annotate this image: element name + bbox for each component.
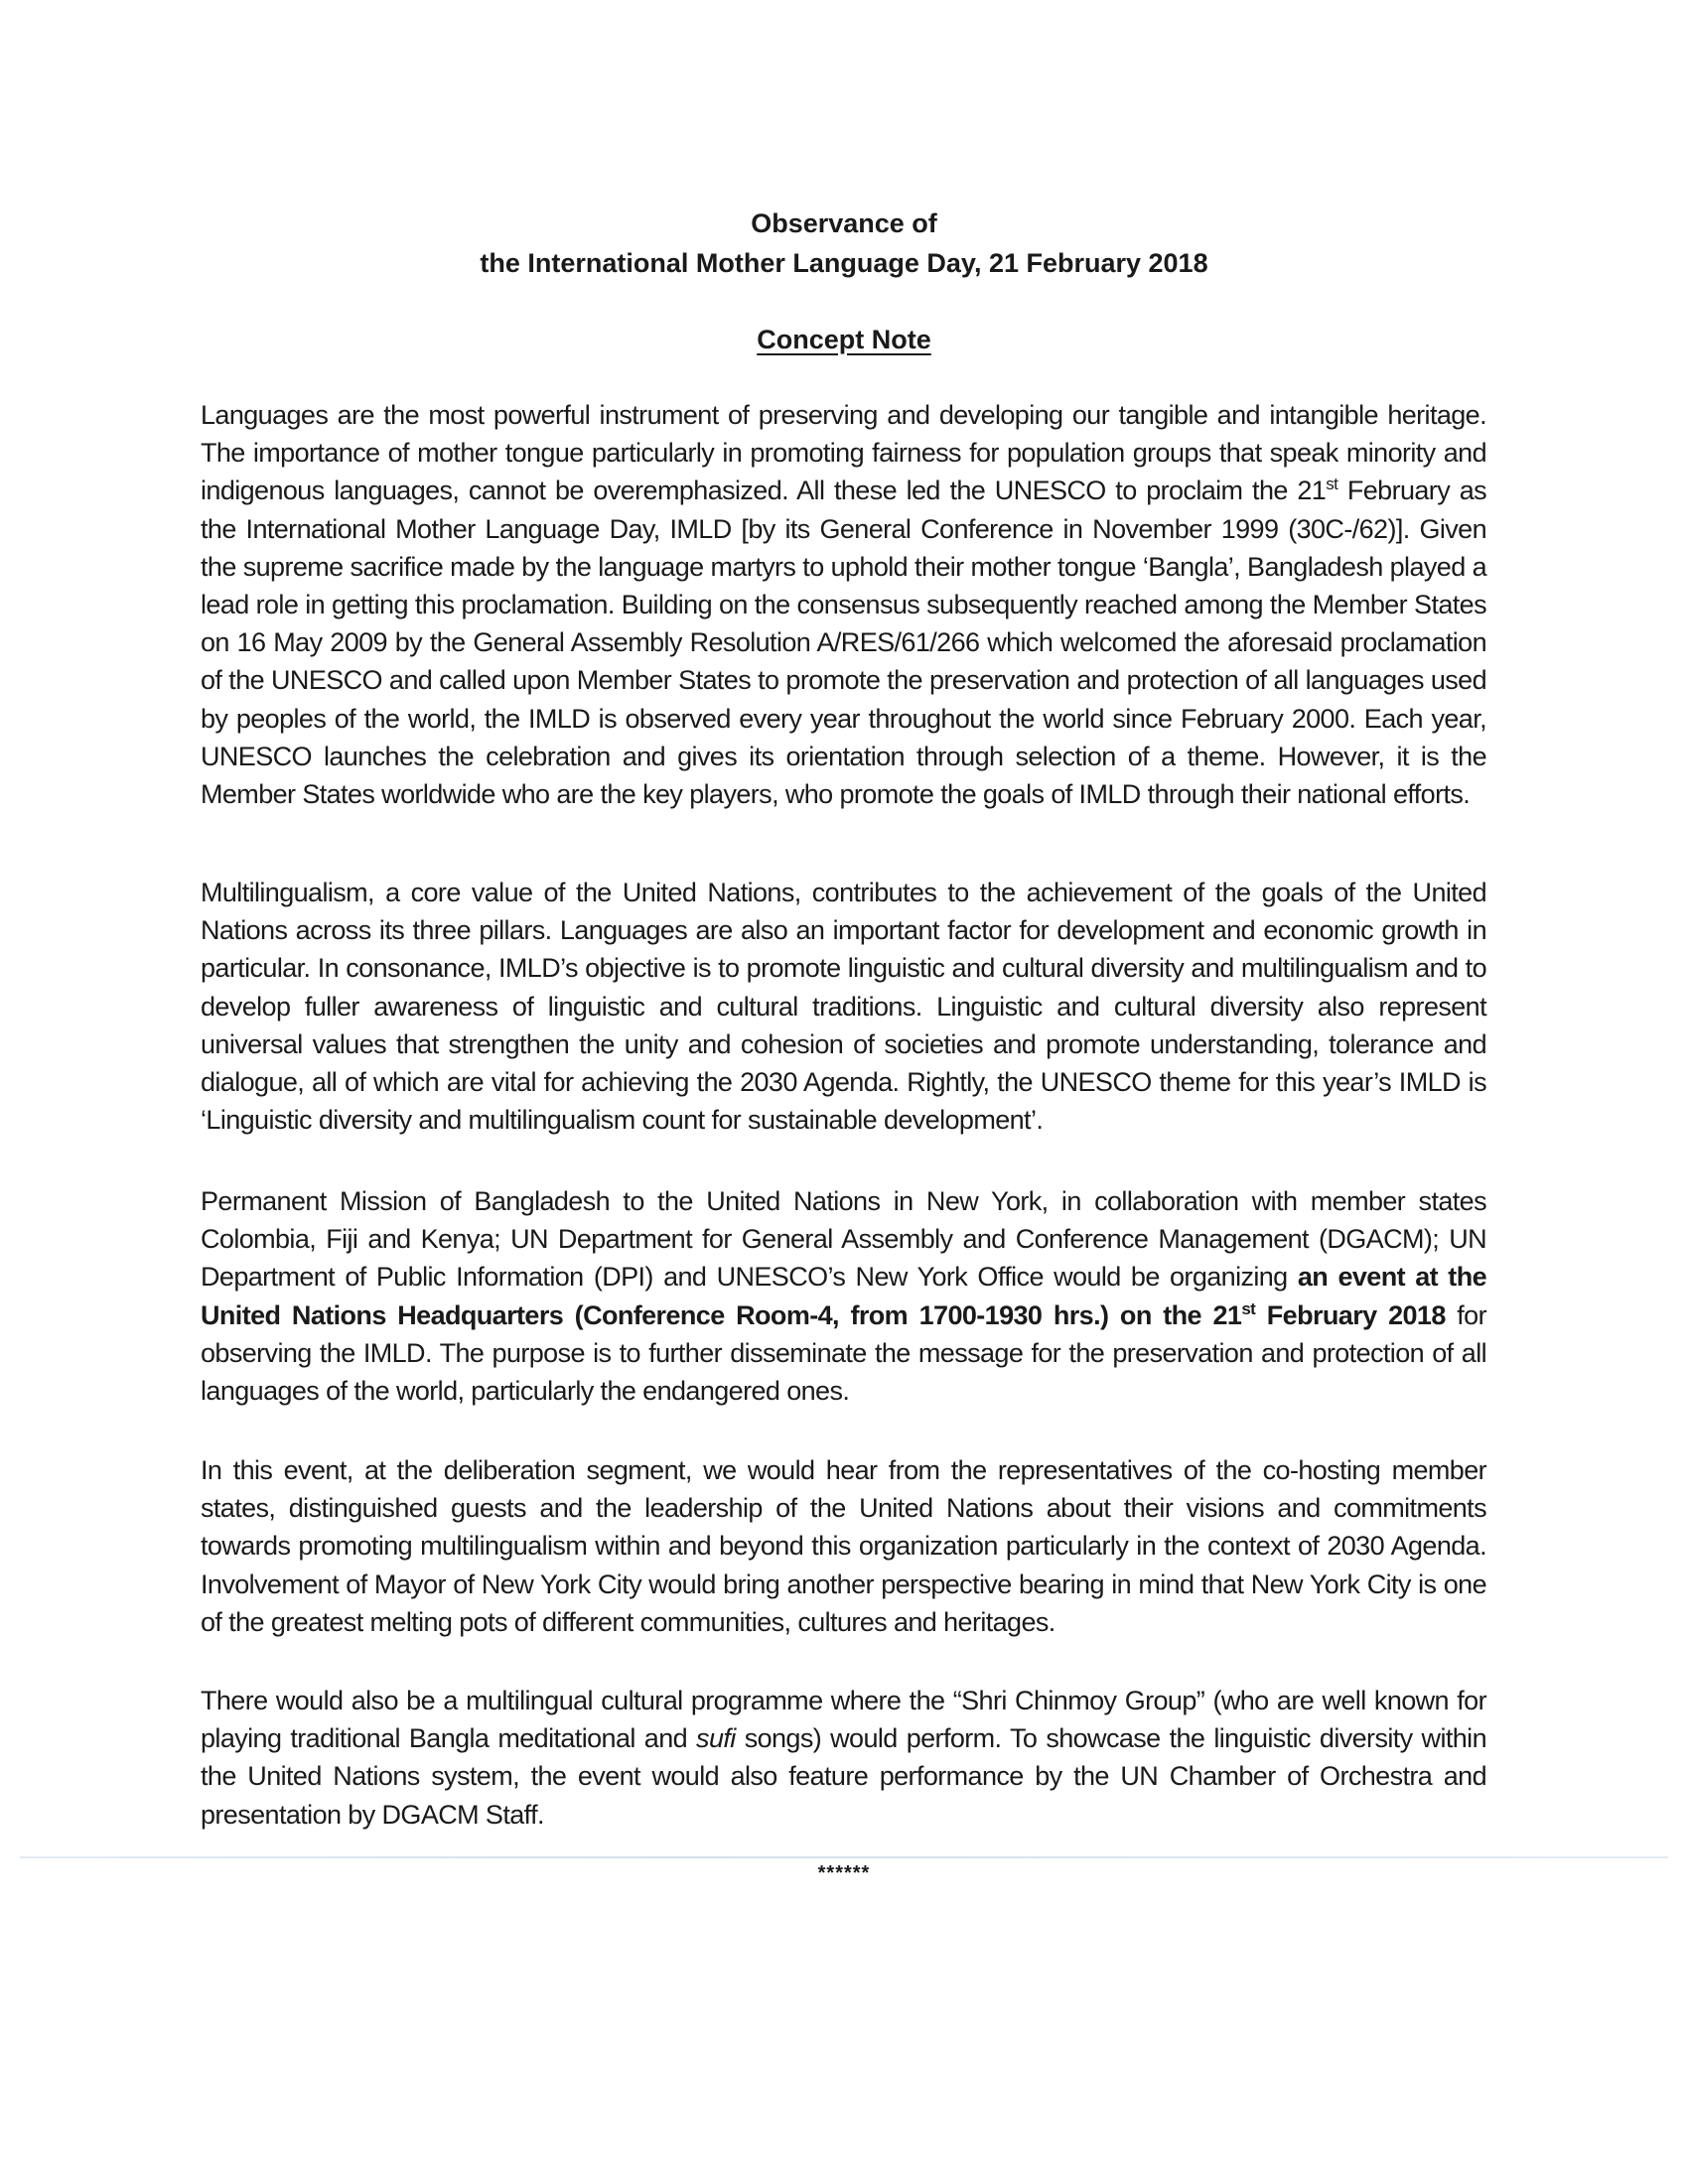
paragraph-5-text-b: songs) would perform. To showcase the linguistic diversity within the United Nations system, the event would also feature performance by the UN Chamber of Orchestra and presentation by DGACM Staff.	[201, 1723, 1486, 1830]
paragraph-5	[201, 1682, 1486, 1834]
paragraph-1	[201, 396, 1486, 813]
paragraph-3-text-b: for observing the IMLD. The purpose is to further disseminate the message for the preservation and protection of all languages of the world, particularly the endangered ones.	[201, 1299, 1486, 1407]
scan-divider-line	[20, 1856, 1668, 1858]
paragraph-2: Multilingualism, a core value of the United Nations, contributes to the achievement of the goals of the United Nations across its three pillars. Languages are also an important factor for development and economic growth in particular. In consonance, IMLD’s objective is to promote linguistic and cultural diversity and multilingualism and to develop fuller awareness of linguistic and cultural traditions. Linguistic and cultural diversity also represent universal values that strengthen the unity and cohesion of societies and promote understanding, tolerance and dialogue, all of which are vital for achieving the 2030 Agenda. Rightly, the UNESCO theme for this year’s IMLD is ‘Linguistic diversity and multilingualism count for sustainable development’.	[201, 878, 1486, 1136]
concept-note-heading: Concept Note	[757, 325, 931, 354]
sufi-italic: sufi	[696, 1723, 736, 1754]
ordinal-suffix: st	[1326, 475, 1338, 494]
event-details-bold: an event at the United Nations Headquarters (Conference Room-4, from 1700-1930 hrs.) on the 21	[201, 1262, 1486, 1330]
event-date-bold: February 2018	[1255, 1299, 1446, 1330]
end-mark: ******	[817, 1862, 871, 1884]
title-line-1: Observance of	[751, 208, 937, 238]
paragraph-1-text-b: February as the International Mother Language Day, IMLD [by its General Conference in November 1999 (30C-/62)]. Given the supreme sacrifice made by the language martyrs to uphold their mother tongue ‘Bangla’, Bangladesh played a lead role in getting this proclamation. Building on the consensus subsequently reached among the Member States on 16 May 2009 by the General Assembly Resolution A/RES/61/266 which welcomed the aforesaid proclamation of the UNESCO and called upon Member States to promote the preservation and protection of all languages used by peoples of the world, the IMLD is observed every year throughout the world since February 2000. Each year, UNESCO launches the celebration and gives its orientation through selection of a theme. However, it is the Member States worldwide who are the key players, who promote the goals of IMLD through their national efforts.	[201, 476, 1487, 810]
paragraph-3	[201, 1182, 1486, 1410]
paragraph-4: In this event, at the deliberation segment, we would hear from the representatives of the co-hosting member states, distinguished guests and the leadership of the United Nations about their visions and commitments towards promoting multilingualism within and beyond this organization particularly in the context of 2030 Agenda. Involvement of Mayor of New York City would bring another perspective bearing in mind that New York City is one of the greatest melting pots of different communities, cultures and heritages.	[201, 1455, 1486, 1637]
paragraph-3-text-a: Permanent Mission of Bangladesh to the United Nations in New York, in collaboration with member states Colombia, Fiji and Kenya; UN Department for General Assembly and Conference Management (DGACM); UN Department of Public Information (DPI) and UNESCO’s New York Office would be organizing	[201, 1186, 1486, 1293]
ordinal-suffix: st	[1241, 1298, 1256, 1318]
paragraph-5-text-a: There would also be a multilingual cultural programme where the “Shri Chinmoy Group” (who are well known for playing traditional Bangla meditational and	[201, 1686, 1486, 1754]
title-line-2: the International Mother Language Day, 21 February 2018	[480, 248, 1208, 278]
document-title	[0, 204, 1688, 283]
paragraph-1-text-a: Languages are the most powerful instrument of preserving and developing our tangible and intangible heritage. The importance of mother tongue particularly in promoting fairness for population groups that speak minority and indigenous languages, cannot be overemphasized. All these led the UNESCO to proclaim the 21	[201, 400, 1486, 506]
